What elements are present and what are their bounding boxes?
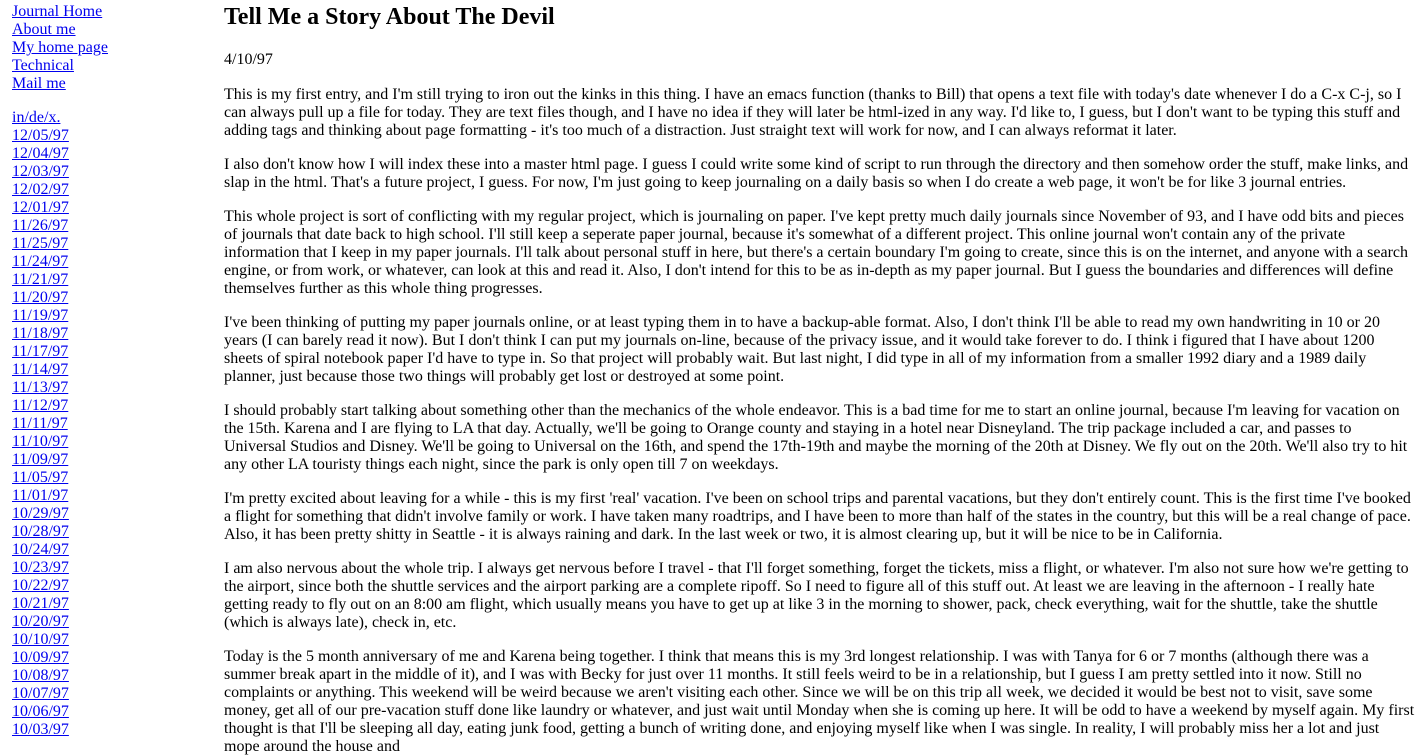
date-link[interactable]: 12/05/97 [12, 127, 69, 144]
entry-paragraph: Today is the 5 month anniversary of me and Karena being together. I think that means this is my 3rd longest relationship. I was with Tanya for 6 or 7 months (although there was a summer break apart in the middle of it), and I was with Becky for just over 11 months. It still feels weird to be in a relationship, but I guess I am pretty settled into it now. Still no complaints or anything. This weekend will be weird because we aren't visiting each other. Since we will be on this trip all week, we decided it would be best not to visit, save some money, get all of our pre-vacation stuff done like laundry or whatever, and just wait until Monday when she is coming up here. It will be odd to have a weekend by myself again. My first thought is that I'll be sleeping all day, eating junk food, getting a bunch of writing done, and enjoying myself like when I was single. In reality, I will probably miss her a lot and just mope around the house and [224, 648, 1415, 755]
entry-body [224, 86, 1416, 756]
sidebar [12, 3, 202, 739]
date-link[interactable]: 11/26/97 [12, 217, 69, 234]
entry-paragraph: I've been thinking of putting my paper journals online, or at least typing them in to have a backup-able format. Also, I don't think I'll be able to read my own handwriting in 10 or 20 years (I can barely read it now). But I don't think I can put my journals on-line, because of the privacy issue, and it would take forever to do. I think i figured that I have about 1200 sheets of spiral notebook paper I'd have to type in. So that project will probably wait. But last night, I did type in all of my information from a smaller 1992 diary and a 1989 daily planner, just because those two things will probably get lost or destroyed at some point. [224, 314, 1380, 385]
date-link[interactable]: 10/23/97 [12, 559, 69, 576]
entry-paragraph: This is my first entry, and I'm still trying to iron out the kinks in this thing. I have an emacs function (thanks to Bill) that opens a text file with today's date whenever I do a C-x C-j, so I can always pull up a file for today. They are text files though, and I have no idea if they will later be html-ized in any way. I'd like to, I guess, but I don't want to be typing this stuff and adding tags and thinking about page formatting - it's too much of a distraction. Just straight text will work for now, and I can always reformat it later. [224, 86, 1402, 139]
date-link[interactable]: 11/18/97 [12, 325, 69, 342]
entry-date: 4/10/97 [224, 51, 273, 68]
date-link[interactable]: 11/09/97 [12, 451, 69, 468]
date-link[interactable]: 11/01/97 [12, 487, 69, 504]
date-link[interactable]: 10/29/97 [12, 505, 69, 522]
date-link[interactable]: 10/03/97 [12, 721, 69, 738]
date-link[interactable]: 11/12/97 [12, 397, 69, 414]
index-link[interactable]: in/de/x. [12, 109, 61, 126]
entry-paragraph: I'm pretty excited about leaving for a while - this is my first 'real' vacation. I've been on school trips and parental vacations, but they don't entirely count. This is the first time I've booked a flight for something that didn't involve family or work. I have taken many roadtrips, and I have been to more than half of the states in the country, but this will be a real change of pace. Also, it has been pretty shitty in Seattle - it is always raining and dark. In the last week or two, it is almost clearing up, but it will be nice to be in California. [224, 490, 1411, 543]
nav-my-home-page-link[interactable]: My home page [12, 39, 108, 56]
date-link[interactable]: 10/22/97 [12, 577, 69, 594]
date-link[interactable]: 11/05/97 [12, 469, 69, 486]
date-link[interactable]: 11/19/97 [12, 307, 69, 324]
date-link[interactable]: 11/21/97 [12, 271, 69, 288]
journal-entry [224, 0, 1416, 756]
date-link[interactable]: 10/24/97 [12, 541, 69, 558]
date-link[interactable]: 11/20/97 [12, 289, 69, 306]
date-link[interactable]: 10/28/97 [12, 523, 69, 540]
sidebar-spacer [12, 93, 202, 109]
date-link[interactable]: 10/07/97 [12, 685, 69, 702]
date-link[interactable]: 12/02/97 [12, 181, 69, 198]
date-link[interactable]: 12/04/97 [12, 145, 69, 162]
date-link[interactable]: 11/14/97 [12, 361, 69, 378]
date-link[interactable]: 10/08/97 [12, 667, 69, 684]
nav-list [12, 3, 202, 93]
date-link[interactable]: 10/10/97 [12, 631, 69, 648]
entry-paragraph: I am also nervous about the whole trip. I always get nervous before I travel - that I'll forget something, forget the tickets, miss a flight, or whatever. I'm also not sure how we're getting to the airport, since both the shuttle services and the airport parking are a complete ripoff. So I need to figure all of this stuff out. At least we are leaving in the afternoon - I really hate getting ready to fly out on an 8:00 am flight, which usually means you have to get up at like 3 in the morning to shower, pack, check everything, wait for the shuttle, take the shuttle (which is always late), check in, etc. [224, 560, 1409, 631]
date-link[interactable]: 10/09/97 [12, 649, 69, 666]
date-link[interactable]: 10/21/97 [12, 595, 69, 612]
date-link[interactable]: 11/13/97 [12, 379, 69, 396]
date-list [12, 109, 202, 739]
entry-paragraph: This whole project is sort of conflicting with my regular project, which is journaling on paper. I've kept pretty much daily journals since November of 93, and I have odd bits and pieces of journals that date back to high school. I'll still keep a seperate paper journal, because it's somewhat of a different project. This online journal won't contain any of the private information that I keep in my paper journals. I'll talk about personal stuff in here, but there's a certain boundary I'm going to create, since this is on the internet, and anyone with a search engine, or from work, or whatever, can look at this and read it. Also, I don't intend for this to be as in-depth as my paper journal. But I guess the boundaries and differences will define themselves further as this whole thing progresses. [224, 208, 1408, 297]
nav-journal-home-link[interactable]: Journal Home [12, 3, 103, 20]
date-link[interactable]: 11/17/97 [12, 343, 69, 360]
date-link[interactable]: 10/20/97 [12, 613, 69, 630]
page-title: Tell Me a Story About The Devil [224, 4, 555, 30]
date-link[interactable]: 12/03/97 [12, 163, 69, 180]
date-link[interactable]: 10/06/97 [12, 703, 69, 720]
entry-paragraph: I should probably start talking about something other than the mechanics of the whole endeavor. This is a bad time for me to start an online journal, because I'm leaving for vacation on the 15th. Karena and I are flying to LA that day. Actually, we'll be going to Orange county and staying in a hotel near Disneyland. The trip package included a car, and passes to Universal Studios and Disney. We'll be going to Universal on the 16th, and spend the 17th-19th and maybe the morning of the 20th at Disney. We fly out on the 20th. We'll also try to hit any other LA touristy things each night, since the park is only open till 7 on weekdays. [224, 402, 1408, 473]
entry-paragraph: I also don't know how I will index these into a master html page. I guess I could write some kind of script to run through the directory and then somehow order the stuff, make links, and slap in the html. That's a future project, I guess. For now, I'm just going to keep journaling on a daily basis so when I do create a web page, it won't be for like 3 journal entries. [224, 156, 1409, 191]
date-link[interactable]: 11/24/97 [12, 253, 69, 270]
date-link[interactable]: 11/10/97 [12, 433, 69, 450]
date-link[interactable]: 12/01/97 [12, 199, 69, 216]
date-link[interactable]: 11/25/97 [12, 235, 69, 252]
date-link[interactable]: 11/11/97 [12, 415, 68, 432]
nav-mail-me-link[interactable]: Mail me [12, 75, 66, 92]
nav-about-me-link[interactable]: About me [12, 21, 76, 38]
nav-technical-link[interactable]: Technical [12, 57, 74, 74]
